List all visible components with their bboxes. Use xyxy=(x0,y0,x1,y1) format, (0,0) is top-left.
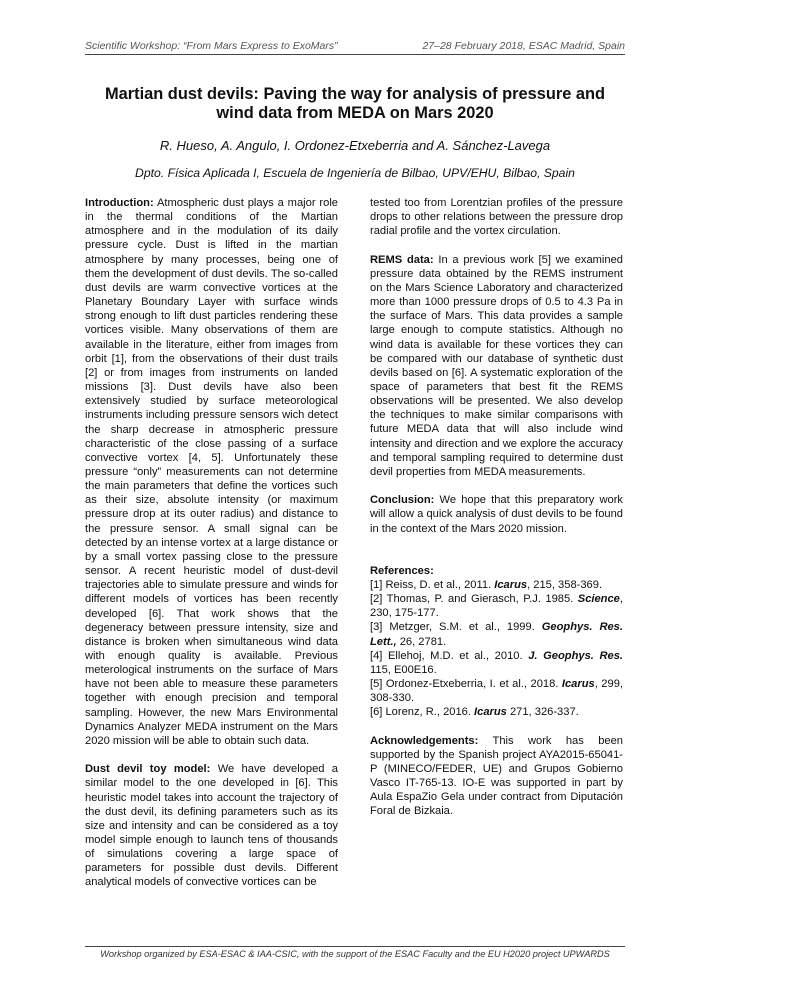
intro-paragraph xyxy=(85,196,338,748)
right-column xyxy=(370,196,623,833)
footer-text: Workshop organized by ESA-ESAC & IAA-CSIC, with the support of the ESAC Faculty and the EU H2020 project UPWARDS xyxy=(100,949,610,959)
toy-model-paragraph xyxy=(85,762,338,889)
intro-heading: Introduction: xyxy=(85,197,154,209)
header-date-location: 27–28 February 2018, ESAC Madrid, Spain xyxy=(422,40,625,52)
references xyxy=(370,564,623,720)
reference-item: [2] Thomas, P. and Gierasch, P.J. 1985. Science, 230, 175-177. xyxy=(370,593,623,620)
rems-heading: REMS data: xyxy=(370,253,434,266)
acknowledgements-paragraph xyxy=(370,734,623,819)
references-heading: References: xyxy=(370,564,434,577)
left-column xyxy=(85,196,338,904)
conclusion-text: We hope that this preparatory work will allow a quick analysis of dust devils to be found in the context of the Mars 2020 mission. xyxy=(370,494,623,535)
rems-paragraph xyxy=(370,253,623,480)
intro-text: Atmospheric dust plays a major role in the thermal conditions of the Martian atmosphere and in the modulation of its daily pressure cycle. Dust is lifted in the martian atmosphere by many processes, being one of them the development of dust devils. The so-called dust devils are warm convective vortices at the Planetary Boundary Layer with surface winds strong enough to lift dust particles rendering these vortices visible. Many observations of them are available in the literature, either from images from orbit [1], from the observations of their dust trails [2] or from images from instruments on landed missions [3]. Dust devils have also been extensively studied by surface meteorological instruments including pressure sensors wich detect the sharp decrease in atmospheric pressure characteristic of the close passing of a surface convective vortex [4, 5]. Unfortunately these pressure “only” measurements can not determine the main parameters that define the vortices such as their size, absolute intensity (or maximum pressure drop at its outer radius) and distance to the pressure sensor. A small signal can be detected by an intense vortex at a large distance or by a small vortex passing close to the pressure sensor. A recent heuristic model of dust-devil trajectories able to simulate pressure and winds for different models of vortices has been recently developed [6]. That work shows that the degeneracy between pressure intensity, size and distance is broken when simultaneous wind data with enough quality is available. Previous meterological instruments on the surface of Mars have not been able to measure these parameters together with enough precision and temporal sampling. However, the new Mars Environmental Dynamics Analyzer MEDA instrument on the Mars 2020 mission will be able to obtain such data. xyxy=(85,197,338,747)
acknowledgements-text: This work has been supported by the Spanish project AYA2015-65041-P (MINECO/FEDER, UE) and Grupos Gobierno Vasco IT-765-13. IO-E was supported in part by Aula EspaZio Gela under contract from Diputación Foral de Bizkaia. xyxy=(370,734,623,818)
rems-text: In a previous work [5] we examined pressure data obtained by the REMS instrument on the Mars Science Laboratory and characterized more than 1000 pressure drops of 0.5 to 4.3 Pa in the surface of Mars. This data provides a sample large enough to compute statistics. Although no wind data is available for these vortices they can be compared with our database of synthetic dust devils based on [6]. A systematic exploration of the space of parameters that best fit the REMS observations will be presented. We also develop the techniques to make similar comparisons with future MEDA data that will also include wind intensity and direction and we explore the accuracy and temporal sampling required to determine dust devil properties from MEDA measurements. xyxy=(370,253,623,478)
conclusion-heading: Conclusion: xyxy=(370,494,435,507)
reference-item: [5] Ordonez-Etxeberria, I. et al., 2018. Icarus, 299, 308-330. xyxy=(370,678,623,705)
paper-title xyxy=(85,85,625,123)
title-line-1: Martian dust devils: Paving the way for analysis of pressure and xyxy=(104,85,606,103)
reference-item: [3] Metzger, S.M. et al., 1999. Geophys. Res. Lett., 26, 2781. xyxy=(370,621,623,648)
footer-rule xyxy=(85,946,625,947)
toy-model-text: We have developed a similar model to the one developed in [6]. This heuristic model takes into account the trajectory of the dust devil, its defining parameters such as its size and intensity and can be considered as a toy model simple enough to launch tens of thousands of simulations covering a large space of parameters for possible dust devils. Different analytical models of convective vortices can be xyxy=(85,763,338,889)
header-rule xyxy=(85,54,625,55)
conclusion-paragraph xyxy=(370,493,623,535)
authors: R. Hueso, A. Angulo, I. Ordonez-Etxeberria and A. Sánchez-Lavega xyxy=(159,138,551,153)
reference-item: [6] Lorenz, R., 2016. Icarus 271, 326-337. xyxy=(370,706,579,719)
reference-item: [4] Ellehoj, M.D. et al., 2010. J. Geophys. Res. 115, E00E16. xyxy=(370,649,624,676)
acknowledgements-heading: Acknowledgements: xyxy=(370,734,479,747)
affiliation: Dpto. Física Aplicada I, Escuela de Ingeniería de Bilbao, UPV/EHU, Bilbao, Spain xyxy=(135,166,575,180)
toy-model-continued: tested too from Lorentzian profiles of the pressure drops to other relations between the pressure drop radial profile and the vortex circulation. xyxy=(370,197,623,238)
toy-model-heading: Dust devil toy model: xyxy=(85,763,211,776)
title-line-2: wind data from MEDA on Mars 2020 xyxy=(216,104,494,122)
header-workshop: Scientific Workshop: “From Mars Express to ExoMars” xyxy=(85,40,338,52)
reference-item: [1] Reiss, D. et al., 2011. Icarus, 215, 358-369. xyxy=(370,579,603,592)
